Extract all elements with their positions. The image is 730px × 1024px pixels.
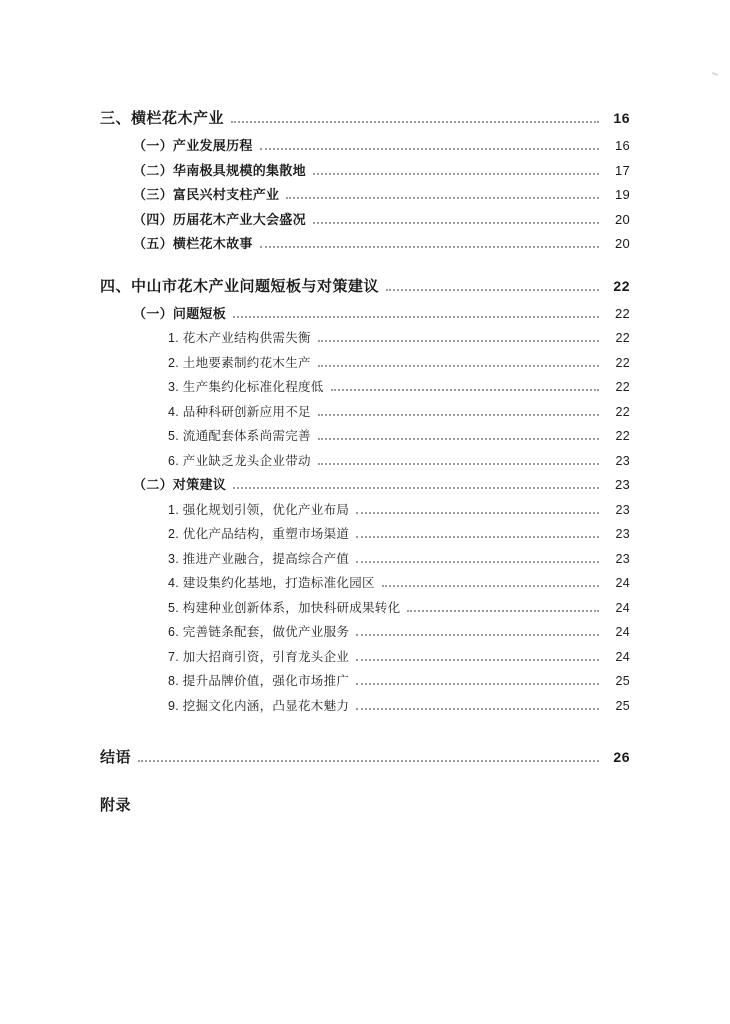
toc-entry — [100, 351, 630, 376]
toc-entry-label: （二）对策建议 — [133, 477, 227, 492]
toc-page-number: 23 — [615, 527, 630, 541]
toc-page-number: 22 — [613, 277, 630, 294]
toc-page-number: 22 — [615, 331, 630, 345]
toc-entry-label: 6. 产业缺乏龙头企业带动 — [168, 453, 311, 468]
toc-leader — [356, 512, 599, 514]
toc-entry-label: 4. 建设集约化基地，打造标准化园区 — [168, 576, 375, 590]
toc-entry-label: 7. 加大招商引资，引育龙头企业 — [168, 649, 350, 664]
toc-leader — [231, 121, 599, 123]
toc-entry-label: 8. 提升品牌价值，强化市场推广 — [168, 674, 350, 688]
toc-leader — [233, 487, 599, 489]
toc-entry — [100, 103, 630, 134]
toc-entry-label: （五）横栏花木故事 — [133, 236, 253, 251]
toc-leader — [318, 365, 599, 367]
toc-leader — [386, 289, 599, 291]
toc-entry-label: 2. 土地要素制约花木生产 — [168, 355, 311, 370]
toc-page-number: 25 — [615, 698, 630, 713]
toc-leader — [318, 414, 599, 416]
toc-leader — [356, 708, 599, 710]
toc-page-number: 16 — [613, 110, 630, 126]
toc-page-number: 23 — [615, 502, 630, 517]
toc-page-number: 26 — [613, 749, 630, 765]
toc-entry — [100, 208, 630, 233]
toc-entry-label: （一）产业发展历程 — [133, 138, 253, 153]
toc-entry — [100, 271, 630, 302]
toc-page-number: 19 — [614, 187, 630, 202]
toc-entry-label: 6. 完善链条配套，做优产业服务 — [168, 625, 350, 639]
toc-entry-label: 四、中山市花木产业问题短板与对策建议 — [100, 277, 380, 295]
toc-page-number: 24 — [615, 649, 630, 664]
toc-leader — [313, 222, 599, 224]
toc-entry — [100, 669, 630, 694]
toc-entry-label: （三）富民兴村支柱产业 — [133, 187, 280, 202]
toc-leader — [313, 173, 599, 175]
toc-entry-label: 三、横栏花木产业 — [100, 110, 225, 127]
toc-entry-label: 附录 — [100, 797, 132, 814]
toc-entry — [100, 183, 630, 208]
toc-entry-label: 5. 流通配套体系尚需完善 — [168, 429, 311, 443]
toc-page-number: 23 — [615, 453, 630, 468]
toc-leader — [318, 438, 599, 440]
toc-leader — [407, 610, 599, 612]
toc-entry-label: 1. 花木产业结构供需失衡 — [168, 331, 311, 345]
toc-page-number: 23 — [614, 477, 630, 492]
toc-entry — [100, 498, 630, 523]
toc-entry — [100, 620, 630, 645]
toc-leader — [382, 585, 599, 587]
toc-entry — [100, 694, 630, 719]
toc-entry — [100, 547, 630, 572]
toc-page-number: 20 — [614, 211, 630, 227]
toc-entry-label: （一）问题短板 — [133, 305, 227, 321]
toc-entry — [100, 571, 630, 596]
toc-entry-label: 3. 推进产业融合，提高综合产值 — [168, 551, 350, 566]
toc-entry-label: 4. 品种科研创新应用不足 — [168, 404, 311, 419]
toc-page-number: 22 — [615, 404, 630, 419]
toc-leader — [318, 463, 599, 465]
toc-entry — [100, 326, 630, 351]
toc-page-number: 17 — [614, 162, 630, 178]
toc-entry-label: （二）华南极具规模的集散地 — [133, 162, 306, 178]
toc-entry — [100, 134, 630, 159]
toc-leader — [356, 561, 599, 563]
toc-entry-label: （四）历届花木产业大会盛况 — [133, 211, 306, 227]
toc-entry — [100, 522, 630, 547]
toc-leader — [318, 340, 599, 342]
toc-leader — [260, 246, 599, 248]
toc-entry — [100, 596, 630, 621]
toc-page-number: 24 — [615, 625, 630, 639]
toc-page-number: 23 — [615, 551, 630, 566]
toc-entry — [100, 375, 630, 400]
toc-page-number: 22 — [615, 429, 630, 443]
toc-entry — [100, 645, 630, 670]
toc-leader — [331, 389, 599, 391]
toc-entry — [100, 424, 630, 449]
toc-page-number: 16 — [614, 138, 630, 153]
toc-entry-label: 结语 — [100, 749, 132, 766]
toc-entry-label: 5. 构建种业创新体系，加快科研成果转化 — [168, 600, 401, 615]
toc-entry-label: 3. 生产集约化标准化程度低 — [168, 380, 324, 394]
toc-page-number: 24 — [615, 576, 630, 590]
toc-entry — [100, 302, 630, 327]
scan-artifact — [712, 72, 718, 76]
toc-entry-label: 9. 挖掘文化内涵，凸显花木魅力 — [168, 698, 350, 713]
toc-leader — [356, 683, 599, 685]
toc-entry — [100, 473, 630, 498]
toc-leader — [356, 634, 599, 636]
toc-leader — [138, 760, 599, 762]
toc-page-number: 20 — [614, 236, 630, 251]
toc-page-number: 22 — [614, 305, 630, 321]
toc-leader — [233, 316, 599, 318]
toc-leader — [286, 197, 599, 199]
toc-entry — [100, 742, 630, 773]
toc-entry — [100, 791, 630, 821]
toc-entry — [100, 159, 630, 184]
toc-leader — [356, 536, 599, 538]
toc-entry-label: 2. 优化产品结构，重塑市场渠道 — [168, 527, 350, 541]
toc-entry — [100, 400, 630, 425]
toc-entry-label: 1. 强化规划引领，优化产业布局 — [168, 502, 350, 517]
toc-entry — [100, 232, 630, 257]
toc-page-number: 22 — [615, 380, 630, 394]
toc-entry — [100, 449, 630, 474]
toc-leader — [260, 148, 599, 150]
toc-page-number: 25 — [615, 674, 630, 688]
toc-page-number: 22 — [615, 355, 630, 370]
toc-page-number: 24 — [615, 600, 630, 615]
toc-leader — [356, 659, 599, 661]
